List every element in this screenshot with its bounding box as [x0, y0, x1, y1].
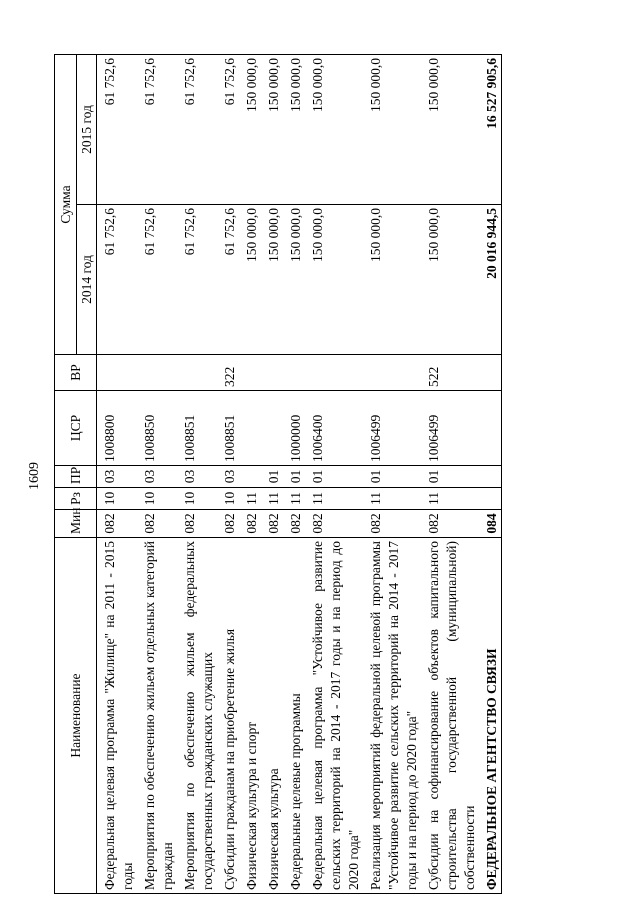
- cell-pr: 03: [137, 466, 177, 488]
- cell-rz: 11: [421, 488, 479, 510]
- cell-min: 082: [177, 510, 217, 538]
- cell-2014: 150 000,0: [421, 205, 479, 355]
- cell-pr: 03: [177, 466, 217, 488]
- cell-2014: 150 000,0: [305, 205, 363, 355]
- cell-csr: 1008851: [217, 391, 239, 466]
- cell-pr: 01: [421, 466, 479, 488]
- header-year-2015: 2015 год: [77, 54, 97, 204]
- cell-min: 082: [217, 510, 239, 538]
- cell-min: 082: [283, 510, 305, 538]
- table-row: [261, 54, 283, 893]
- cell-min: 082: [305, 510, 363, 538]
- cell-min: 082: [363, 510, 421, 538]
- cell-pr: 03: [217, 466, 239, 488]
- cell-min: 082: [261, 510, 283, 538]
- cell-2014: 61 752,6: [97, 205, 138, 355]
- cell-vr: [137, 355, 177, 391]
- cell-2014: 61 752,6: [137, 205, 177, 355]
- table-row: [177, 54, 217, 893]
- cell-pr: [239, 466, 261, 488]
- cell-min: 082: [421, 510, 479, 538]
- cell-csr: 1008851: [177, 391, 217, 466]
- cell-2014: 150 000,0: [363, 205, 421, 355]
- cell-2015: 61 752,6: [217, 54, 239, 204]
- cell-name: Физическая культура: [261, 538, 283, 894]
- header-rz: Рз: [55, 488, 97, 510]
- cell-2015: 16 527 905,6: [479, 54, 502, 204]
- cell-rz: 10: [177, 488, 217, 510]
- cell-name: Субсидии гражданам на приобретение жилья: [217, 538, 239, 894]
- cell-2014: 150 000,0: [261, 205, 283, 355]
- header-pr: ПР: [55, 466, 97, 488]
- cell-pr: 01: [363, 466, 421, 488]
- cell-2015: 150 000,0: [261, 54, 283, 204]
- cell-vr: [363, 355, 421, 391]
- cell-csr: 1006499: [421, 391, 479, 466]
- table-row: [363, 54, 421, 893]
- cell-rz: 10: [97, 488, 138, 510]
- cell-csr: [479, 391, 502, 466]
- cell-vr: [177, 355, 217, 391]
- cell-2015: 150 000,0: [363, 54, 421, 204]
- cell-name: Физическая культура и спорт: [239, 538, 261, 894]
- cell-csr: [261, 391, 283, 466]
- table-row: [137, 54, 177, 893]
- cell-vr: [479, 355, 502, 391]
- cell-2014: 61 752,6: [217, 205, 239, 355]
- cell-2014: 20 016 944,5: [479, 205, 502, 355]
- cell-vr: [283, 355, 305, 391]
- cell-min: 084: [479, 510, 502, 538]
- table-row: [479, 54, 502, 893]
- cell-csr: 1008850: [137, 391, 177, 466]
- table-row: [97, 54, 138, 893]
- cell-2015: 150 000,0: [421, 54, 479, 204]
- cell-csr: 1006499: [363, 391, 421, 466]
- header-csr: ЦСР: [55, 391, 97, 466]
- cell-rz: 10: [217, 488, 239, 510]
- cell-pr: [479, 466, 502, 488]
- cell-min: 082: [239, 510, 261, 538]
- cell-name: Мероприятия по обеспечению жильем федеральных государственных гражданских служащих: [177, 538, 217, 894]
- cell-vr: [305, 355, 363, 391]
- cell-vr: [97, 355, 138, 391]
- budget-table: [54, 54, 502, 894]
- header-year-2014: 2014 год: [77, 205, 97, 355]
- cell-min: 082: [137, 510, 177, 538]
- cell-vr: 522: [421, 355, 479, 391]
- cell-rz: 11: [363, 488, 421, 510]
- cell-2015: 61 752,6: [97, 54, 138, 204]
- cell-rz: [479, 488, 502, 510]
- table-row: [305, 54, 363, 893]
- header-name: Наименование: [55, 538, 97, 894]
- cell-pr: 01: [305, 466, 363, 488]
- header-min: Мин: [55, 510, 97, 538]
- header-sum: Сумма: [55, 54, 77, 354]
- table-row: [239, 54, 261, 893]
- cell-vr: [239, 355, 261, 391]
- cell-name: Реализация мероприятий федеральной целевой программы "Устойчивое развитие сельских территорий на 2014 - 2017 годы и на период до 2020 года": [363, 538, 421, 894]
- cell-pr: 01: [283, 466, 305, 488]
- cell-rz: 11: [305, 488, 363, 510]
- cell-2015: 61 752,6: [137, 54, 177, 204]
- cell-rz: 10: [137, 488, 177, 510]
- cell-2014: 61 752,6: [177, 205, 217, 355]
- cell-2015: 150 000,0: [283, 54, 305, 204]
- cell-rz: 11: [283, 488, 305, 510]
- cell-pr: 03: [97, 466, 138, 488]
- table-row: [217, 54, 239, 893]
- cell-name: Федеральные целевые программы: [283, 538, 305, 894]
- cell-name: Федеральная целевая программа "Жилище" на 2011 - 2015 годы: [97, 538, 138, 894]
- cell-csr: 1000000: [283, 391, 305, 466]
- cell-2014: 150 000,0: [283, 205, 305, 355]
- cell-min: 082: [97, 510, 138, 538]
- cell-pr: 01: [261, 466, 283, 488]
- cell-2015: 150 000,0: [239, 54, 261, 204]
- cell-name: Мероприятия по обеспечению жильем отдельных категорий граждан: [137, 538, 177, 894]
- cell-2014: 150 000,0: [239, 205, 261, 355]
- cell-csr: 1008800: [97, 391, 138, 466]
- budget-table-container: [54, 54, 634, 894]
- cell-rz: 11: [261, 488, 283, 510]
- cell-2015: 150 000,0: [305, 54, 363, 204]
- cell-name: Федеральная целевая программа "Устойчивое развитие сельских территорий на 2014 - 2017 годы и на период до 2020 года": [305, 538, 363, 894]
- table-row: [283, 54, 305, 893]
- table-row: [421, 54, 479, 893]
- cell-name: Субсидии на софинансирование объектов капитального строительства государственной (муниципальной) собственности: [421, 538, 479, 894]
- cell-vr: [261, 355, 283, 391]
- cell-csr: [239, 391, 261, 466]
- header-vr: ВР: [55, 355, 97, 391]
- page-number: 1609: [27, 462, 42, 490]
- cell-2015: 61 752,6: [177, 54, 217, 204]
- cell-csr: 1006400: [305, 391, 363, 466]
- cell-rz: 11: [239, 488, 261, 510]
- cell-name: ФЕДЕРАЛЬНОЕ АГЕНТСТВО СВЯЗИ: [479, 538, 502, 894]
- cell-vr: 322: [217, 355, 239, 391]
